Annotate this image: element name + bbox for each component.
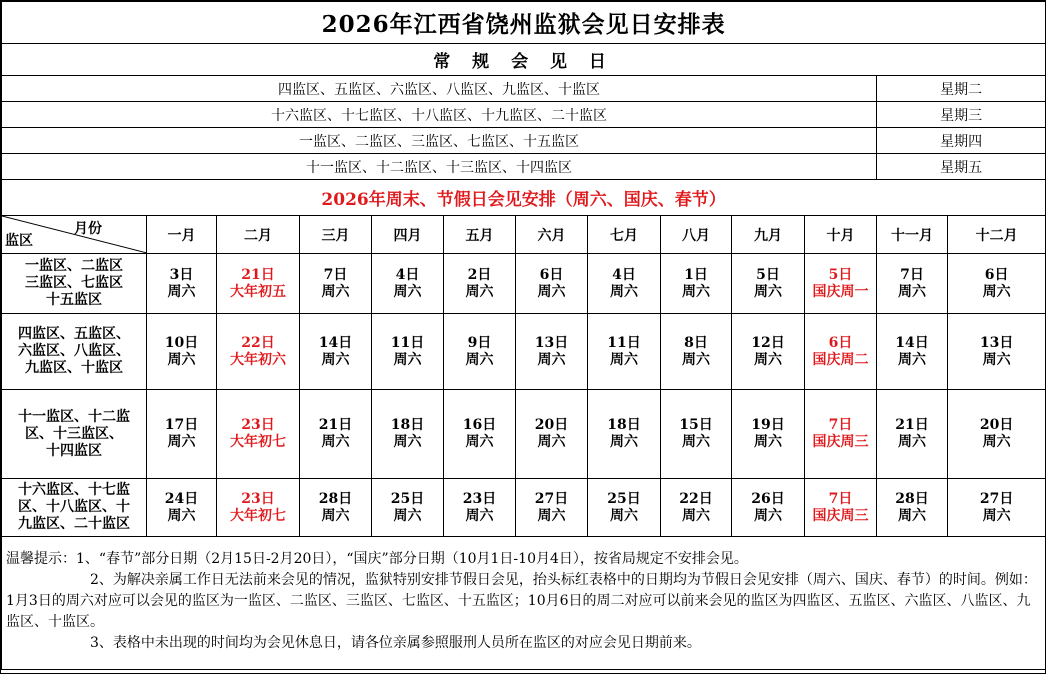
regular-row [2, 76, 1046, 102]
visit-day-note: 周六 [898, 434, 926, 450]
schedule-row [2, 479, 1046, 537]
visit-date: 23日 [241, 490, 275, 507]
visit-date: 17日 [164, 417, 199, 433]
visit-date-cell [588, 390, 661, 479]
visit-date-cell [661, 479, 732, 537]
visit-day-note: 周六 [898, 507, 926, 524]
visit-date: 28日 [318, 490, 353, 507]
visit-date: 16日 [462, 417, 497, 433]
regular-areas: 十一监区、十二监区、十三监区、十四监区 [2, 154, 877, 180]
visit-date: 14日 [895, 334, 929, 351]
visit-date: 14日 [318, 334, 353, 351]
visit-date: 7日 [828, 490, 853, 507]
visit-date: 18日 [390, 417, 425, 433]
visit-date: 1日 [684, 266, 708, 283]
visit-date-cell [805, 390, 877, 479]
visit-day-note: 周六 [682, 283, 710, 300]
visit-date-cell [147, 479, 217, 537]
visit-day-note: 国庆周二 [812, 351, 869, 368]
area-group-line: 十五监区 [46, 292, 102, 308]
visit-day-note: 周六 [537, 434, 566, 450]
visit-day-note: 周六 [682, 434, 710, 450]
visit-day-note: 周六 [982, 434, 1011, 450]
visit-date-cell [217, 479, 300, 537]
visit-date-cell [217, 314, 300, 390]
visit-date: 10日 [164, 334, 199, 351]
visit-date-cell [661, 314, 732, 390]
area-group-cell [2, 254, 147, 314]
visit-date: 20日 [979, 417, 1014, 433]
visit-day-note: 周六 [898, 283, 926, 300]
visit-date-cell [300, 390, 372, 479]
visit-date: 21日 [318, 417, 353, 433]
visit-date: 22日 [679, 490, 713, 507]
area-group-line: 六监区、八监区、 [18, 343, 130, 359]
month-header: 三月 [300, 216, 372, 254]
area-group-line: 一监区、二监区 [25, 258, 123, 274]
month-header: 二月 [217, 216, 300, 254]
visit-date: 18日 [607, 417, 641, 433]
visit-date-cell [877, 479, 948, 537]
visit-date: 21日 [895, 417, 929, 433]
visit-date-cell [732, 254, 805, 314]
visit-date-cell [805, 314, 877, 390]
month-header: 七月 [588, 216, 661, 254]
corner-header-cell [2, 216, 147, 254]
area-group-cell [2, 390, 147, 479]
month-header-row [2, 216, 1046, 254]
area-group-line: 十一监区、十二监 [18, 408, 130, 425]
visit-date-cell [372, 314, 444, 390]
regular-areas: 十六监区、十七监区、十八监区、十九监区、二十监区 [2, 102, 877, 128]
visit-date-cell [444, 254, 516, 314]
visit-day-note: 周六 [167, 351, 196, 368]
regular-areas: 四监区、五监区、六监区、八监区、九监区、十监区 [2, 76, 877, 102]
area-group-line: 十四监区 [46, 442, 102, 459]
visit-date-cell [372, 479, 444, 537]
visit-day-note: 大年初七 [230, 507, 286, 524]
visit-day-note: 周六 [393, 434, 422, 450]
schedule-row [2, 254, 1046, 314]
visit-day-note: 周六 [393, 283, 422, 300]
visit-day-note: 周六 [321, 351, 350, 368]
visit-day-note: 国庆周三 [812, 434, 869, 450]
area-group-line: 九监区、十监区 [25, 360, 123, 376]
visit-date: 27日 [534, 490, 569, 507]
visit-date-cell [877, 254, 948, 314]
visit-date: 22日 [241, 334, 275, 351]
area-group-line: 十六监区、十七监 [18, 482, 130, 498]
regular-visit-heading: 常 规 会 见 日 [2, 44, 1046, 76]
visit-date-cell [516, 390, 588, 479]
visit-date-cell [300, 254, 372, 314]
visit-day-note: 周六 [982, 507, 1011, 524]
visit-date: 15日 [679, 417, 713, 433]
visit-date: 13日 [534, 334, 569, 351]
visit-date-cell [948, 479, 1046, 537]
visit-day-note: 周六 [682, 507, 710, 524]
visit-date: 24日 [164, 490, 199, 507]
visit-date-cell [588, 314, 661, 390]
visit-day-note: 大年初七 [230, 434, 286, 450]
visit-date: 8日 [684, 334, 708, 351]
visit-date-cell [444, 479, 516, 537]
visit-date: 7日 [900, 266, 924, 283]
visit-date-cell [877, 314, 948, 390]
visit-day-note: 周六 [982, 283, 1011, 300]
visit-date: 12日 [751, 334, 785, 351]
visit-date: 4日 [395, 266, 420, 283]
visit-date: 28日 [895, 490, 929, 507]
visit-date-cell [372, 254, 444, 314]
visit-date-cell [732, 390, 805, 479]
visit-date: 7日 [828, 417, 853, 433]
visit-date-cell [372, 390, 444, 479]
area-group-line: 区、十八监区、十 [18, 499, 130, 515]
corner-area-label: 监区 [5, 233, 33, 249]
visit-day-note: 周六 [898, 351, 926, 368]
visit-date: 3日 [169, 266, 194, 283]
regular-row [2, 154, 1046, 180]
visit-date-cell [516, 254, 588, 314]
visit-date-cell [732, 479, 805, 537]
month-header: 六月 [516, 216, 588, 254]
visit-date: 19日 [751, 417, 785, 433]
regular-weekday: 星期二 [877, 76, 1046, 102]
visit-date: 6日 [539, 266, 564, 283]
visit-day-note: 周六 [982, 351, 1011, 368]
page-title: 2026年江西省饶州监狱会见日安排表 [2, 2, 1046, 44]
visit-date-cell [300, 314, 372, 390]
visit-day-note: 周六 [321, 283, 350, 300]
visit-day-note: 周六 [754, 507, 782, 524]
visit-date-cell [516, 314, 588, 390]
visit-day-note: 周六 [537, 507, 566, 524]
visit-date-cell [300, 479, 372, 537]
month-header: 十二月 [948, 216, 1046, 254]
visit-date-cell [877, 390, 948, 479]
visit-date-cell [444, 314, 516, 390]
visit-date-cell [147, 254, 217, 314]
regular-weekday: 星期五 [877, 154, 1046, 180]
visit-day-note: 周六 [393, 507, 422, 524]
visit-day-note: 周六 [465, 351, 494, 368]
visit-date: 7日 [323, 266, 348, 283]
visit-day-note: 周六 [610, 351, 638, 368]
month-header: 九月 [732, 216, 805, 254]
visit-date: 6日 [828, 334, 853, 351]
month-header: 十一月 [877, 216, 948, 254]
visit-day-note: 大年初五 [230, 283, 286, 300]
visit-day-note: 周六 [465, 283, 494, 300]
visit-day-note: 周六 [537, 351, 566, 368]
visit-date: 9日 [467, 334, 492, 351]
visit-date: 25日 [390, 490, 425, 507]
visit-day-note: 周六 [167, 507, 196, 524]
notes-section [2, 537, 1046, 670]
regular-weekday: 星期四 [877, 128, 1046, 154]
area-group-cell [2, 479, 147, 537]
visit-day-note: 周六 [465, 507, 494, 524]
month-header: 四月 [372, 216, 444, 254]
visit-date: 11日 [607, 334, 641, 351]
schedule-table [1, 1, 1046, 670]
visit-day-note: 周六 [167, 434, 196, 450]
visit-day-note: 国庆周三 [812, 507, 869, 524]
area-group-line: 四监区、五监区、 [18, 326, 130, 342]
visit-date: 5日 [828, 266, 853, 283]
schedule-row [2, 390, 1046, 479]
area-group-line: 三监区、七监区 [25, 275, 123, 291]
visit-day-note: 大年初六 [230, 351, 286, 368]
visit-date-cell [805, 254, 877, 314]
visit-day-note: 周六 [610, 283, 638, 300]
visit-date: 4日 [612, 266, 636, 283]
visit-day-note: 周六 [610, 507, 638, 524]
visit-date-cell [147, 314, 217, 390]
visit-date: 21日 [241, 266, 275, 283]
visit-date: 27日 [979, 490, 1014, 507]
visit-day-note: 周六 [465, 434, 494, 450]
visit-date: 23日 [241, 417, 275, 433]
area-group-cell [2, 314, 147, 390]
area-group-line: 区、十三监区、 [25, 425, 123, 442]
visit-day-note: 周六 [393, 351, 422, 368]
corner-month-label: 月份 [74, 221, 102, 237]
holiday-visit-heading: 2026年周末、节假日会见安排（周六、国庆、春节） [2, 180, 1046, 216]
visit-day-note: 周六 [610, 434, 638, 450]
regular-row [2, 128, 1046, 154]
month-header: 八月 [661, 216, 732, 254]
visit-date-cell [732, 314, 805, 390]
visit-date: 23日 [462, 490, 497, 507]
visit-date: 26日 [751, 490, 785, 507]
note-line3: 3、表格中未出现的时间均为会见休息日，请各位亲属参照服刑人员所在监区的对应会见日期前来。 [90, 635, 701, 651]
visit-date-cell [805, 479, 877, 537]
note-line1: 温馨提示：1、“春节”部分日期（2月15日-2月20日），“国庆”部分日期（10月1日-10月4日），按省局规定不安排会见。 [6, 551, 748, 567]
visit-date: 5日 [756, 266, 780, 283]
schedule-row [2, 314, 1046, 390]
month-header: 一月 [147, 216, 217, 254]
visit-date-cell [217, 254, 300, 314]
visit-date: 20日 [534, 417, 569, 433]
note-line2: 2、为解决亲属工作日无法前来会见的情况，监狱特别安排节假日会见，抬头标红表格中的日期均为节假日会见安排（周六、国庆、春节）的时间。例如：1月3日的周六对应可以会见的监区为一监区、二监区、三监区、七监区、十五监区；10月6日的周二对应可以前来会见的监区为四监区、五监区、六监区、八监区、九监区、十监区。 [6, 572, 1037, 630]
area-group-line: 九监区、二十监区 [18, 516, 130, 532]
visit-day-note: 周六 [682, 351, 710, 368]
visit-date-cell [661, 254, 732, 314]
visit-day-note: 周六 [754, 434, 782, 450]
visit-day-note: 周六 [167, 283, 196, 300]
visit-date-cell [948, 254, 1046, 314]
regular-row [2, 102, 1046, 128]
visit-date: 2日 [467, 266, 492, 283]
visit-date: 13日 [979, 334, 1014, 351]
visit-day-note: 周六 [537, 283, 566, 300]
visit-day-note: 周六 [321, 507, 350, 524]
visit-date: 11日 [390, 334, 425, 351]
month-header: 十月 [805, 216, 877, 254]
visit-date-cell [588, 254, 661, 314]
regular-weekday: 星期三 [877, 102, 1046, 128]
visit-date-cell [217, 390, 300, 479]
visit-date-cell [948, 314, 1046, 390]
visit-date-cell [444, 390, 516, 479]
visit-date-cell [588, 479, 661, 537]
visit-date-cell [147, 390, 217, 479]
regular-areas: 一监区、二监区、三监区、七监区、十五监区 [2, 128, 877, 154]
visit-date-cell [948, 390, 1046, 479]
visit-date: 6日 [984, 266, 1009, 283]
visit-date-cell [516, 479, 588, 537]
visit-day-note: 周六 [754, 351, 782, 368]
visit-date: 25日 [607, 490, 641, 507]
month-header: 五月 [444, 216, 516, 254]
visit-day-note: 国庆周一 [812, 283, 869, 300]
visit-day-note: 周六 [321, 434, 350, 450]
visit-date-cell [661, 390, 732, 479]
visit-day-note: 周六 [754, 283, 782, 300]
